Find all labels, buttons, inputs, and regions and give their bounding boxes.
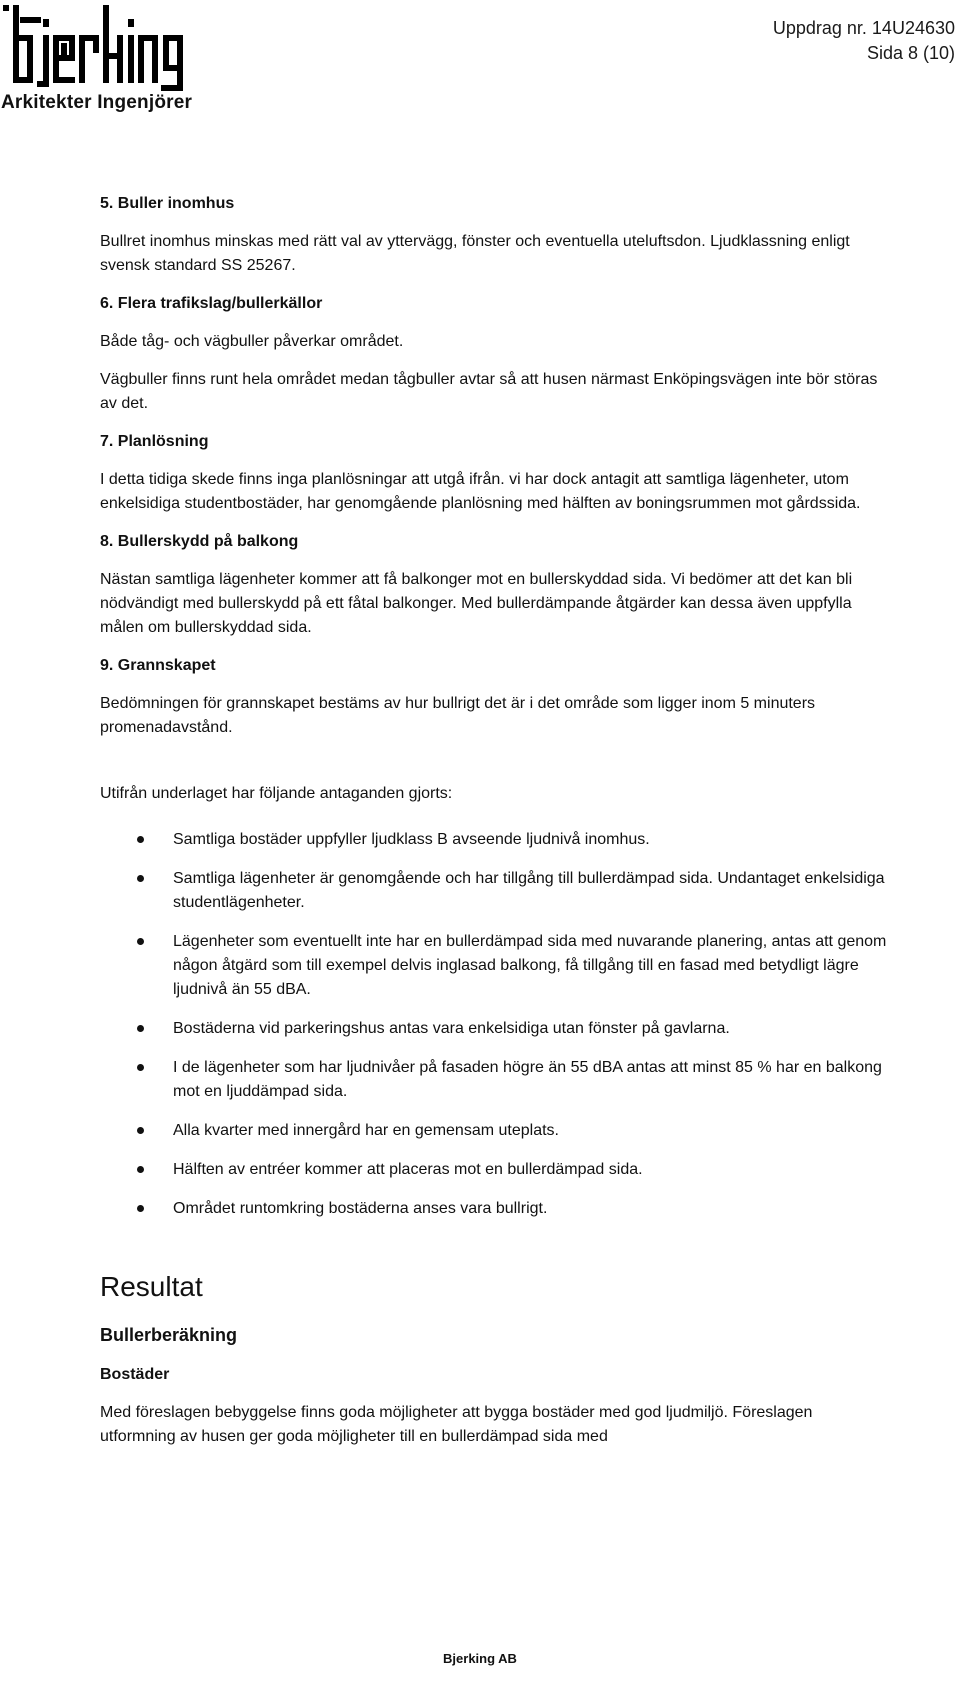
list-item: Bostäderna vid parkeringshus antas vara enkelsidiga utan fönster på gavlarna. [100,1017,890,1041]
list-item: Samtliga bostäder uppfyller ljudklass B avseende ljudnivå inomhus. [100,828,890,852]
section-8 [100,530,890,640]
bjerking-logo [0,0,193,120]
section-9 [100,654,890,740]
document-body [100,192,890,1449]
section-5 [100,192,890,278]
section-title: 8. Bullerskydd på balkong [100,533,299,550]
assumptions-intro: Utifrån underlaget har följande antaganden gjorts: [100,785,453,802]
page-header-info [773,16,955,66]
list-item: Området runtomkring bostäderna anses vara bullrigt. [100,1197,890,1221]
section-title: 5. Buller inomhus [100,195,235,212]
result-heading: Resultat [100,1271,203,1302]
section-paragraph: I detta tidiga skede finns inga planlösningar att utgå ifrån. vi har dock antagit att samtliga lägenheter, utom enkelsidiga studentbostäder, har genomgående planlösning med hälften av boningsrummen mot gårdssida. [100,471,861,512]
result-subheading: Bullerberäkning [100,1325,238,1345]
list-item: Hälften av entréer kommer att placeras mot en bullerdämpad sida. [100,1158,890,1182]
logo-subtitle: Arkitekter Ingenjörer [1,92,193,113]
section-6 [100,292,890,416]
assumptions-list [100,828,890,1221]
section-title: 6. Flera trafikslag/bullerkällor [100,295,323,312]
section-7 [100,430,890,516]
section-paragraph: Bedömningen för grannskapet bestäms av hur bullrigt det är i det område som ligger inom 5 minuters promenadavstånd. [100,695,816,736]
list-item: Lägenheter som eventuellt inte har en bullerdämpad sida med nuvarande planering, antas att genom någon åtgärd som till exempel delvis inglasad balkong, få tillgång till en fasad med betydligt lägre ljudnivå än 55 dBA. [100,930,890,1002]
list-item: Samtliga lägenheter är genomgående och har tillgång till bullerdämpad sida. Undantaget enkelsidiga studentlägenheter. [100,867,890,915]
page-footer: Bjerking AB [443,1651,517,1666]
section-paragraph: Både tåg- och vägbuller påverkar området. [100,333,404,350]
section-title: 9. Grannskapet [100,657,216,674]
result-paragraph: Med föreslagen bebyggelse finns goda möjligheter att bygga bostäder med god ljudmiljö. Föreslagen utformning av husen ger goda möjligheter till en bullerdämpad sida med [100,1404,813,1445]
bjerking-logo-mark [0,0,185,92]
page-number: Sida 8 (10) [866,43,955,63]
assignment-number: Uppdrag nr. 14U24630 [772,18,955,38]
result-subsubheading: Bostäder [100,1366,170,1383]
section-paragraph: Nästan samtliga lägenheter kommer att få balkonger mot en bullerskyddad sida. Vi bedömer att det kan bli nödvändigt med bullerskydd på ett fåtal balkonger. Med bullerdämpande åtgärder kan dessa även uppfylla målen om bullerskyddad sida. [100,571,853,636]
section-title: 7. Planlösning [100,433,209,450]
list-item: I de lägenheter som har ljudnivåer på fasaden högre än 55 dBA antas att minst 85 % har en balkong mot en ljuddämpad sida. [100,1056,890,1104]
section-paragraph: Bullret inomhus minskas med rätt val av yttervägg, fönster och eventuella uteluftsdon. Ljudklassning enligt svensk standard SS 25267. [100,233,850,274]
section-paragraph: Vägbuller finns runt hela området medan tågbuller avtar så att husen närmast Enköpingsvägen inte bör störas av det. [100,371,878,412]
list-item: Alla kvarter med innergård har en gemensam uteplats. [100,1119,890,1143]
